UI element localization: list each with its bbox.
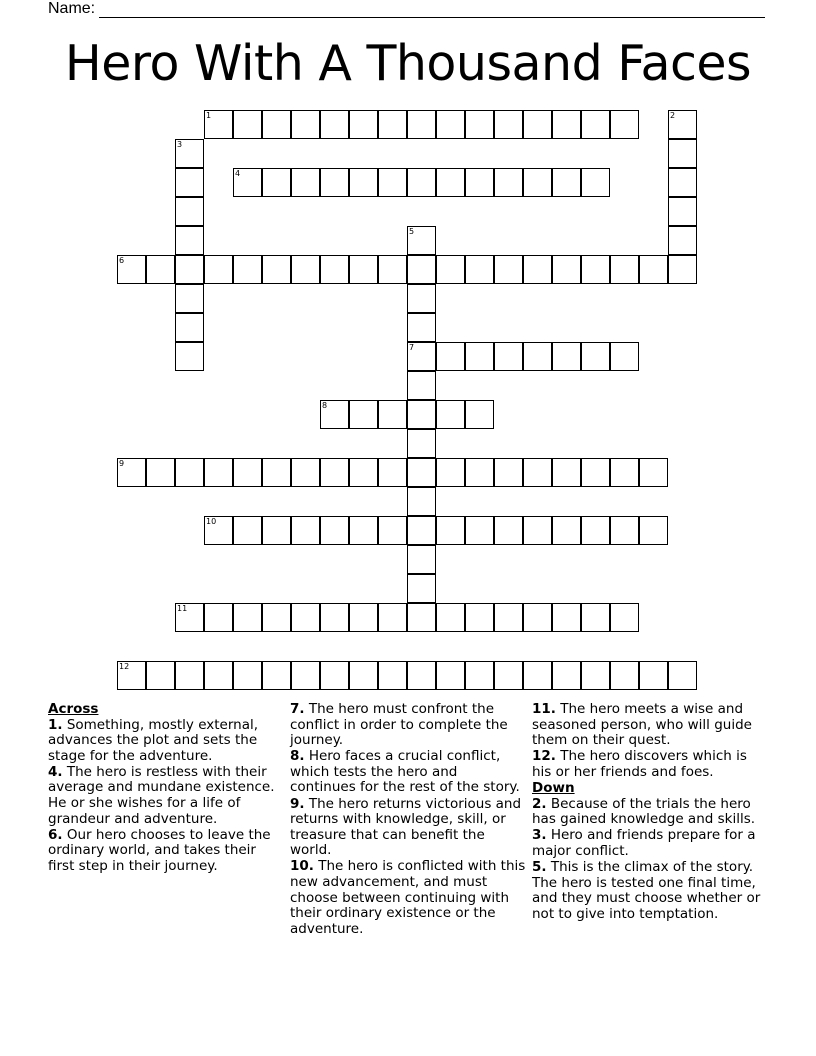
grid-cell[interactable] [407, 487, 436, 516]
across-heading: Across [48, 701, 99, 717]
grid-cell[interactable] [378, 110, 407, 139]
grid-cell[interactable] [407, 661, 436, 690]
grid-cell[interactable] [465, 400, 494, 429]
clue-text: Hero faces a crucial conflict, which tests the hero and continues for the rest of the story. [290, 748, 520, 796]
grid-cell[interactable] [291, 603, 320, 632]
grid-cell[interactable] [523, 661, 552, 690]
grid-cell[interactable] [233, 168, 262, 197]
grid-cell[interactable] [349, 661, 378, 690]
cell-number: 10 [206, 517, 217, 526]
grid-cell[interactable] [610, 661, 639, 690]
clue-text: This is the climax of the story. The hero is tested one final time, and they must choose whether or not to give into temptation. [532, 858, 761, 922]
grid-cell[interactable] [668, 255, 697, 284]
grid-cell[interactable] [668, 661, 697, 690]
grid-cell[interactable] [552, 255, 581, 284]
grid-cell[interactable] [320, 458, 349, 487]
grid-cell[interactable] [204, 458, 233, 487]
clue-across-7 [290, 702, 526, 749]
grid-cell[interactable] [407, 168, 436, 197]
clue-number: 11. [532, 701, 556, 717]
grid-cell[interactable] [668, 168, 697, 197]
grid-cell[interactable] [581, 110, 610, 139]
grid-cell[interactable] [581, 603, 610, 632]
clues-column-3 [532, 702, 766, 923]
grid-cell[interactable] [349, 255, 378, 284]
grid-cell[interactable] [407, 255, 436, 284]
grid-cell[interactable] [668, 139, 697, 168]
clue-across-1 [48, 718, 278, 765]
grid-cell[interactable] [436, 342, 465, 371]
grid-cell[interactable] [407, 400, 436, 429]
grid-cell[interactable] [146, 458, 175, 487]
clue-number: 3. [532, 827, 547, 844]
grid-cell[interactable] [436, 458, 465, 487]
grid-cell[interactable] [291, 110, 320, 139]
grid-cell[interactable] [581, 516, 610, 545]
page-title: Hero With A Thousand Faces [64, 35, 752, 92]
grid-cell[interactable] [610, 110, 639, 139]
grid-cell[interactable] [407, 342, 436, 371]
grid-cell[interactable] [465, 516, 494, 545]
grid-cell[interactable] [407, 110, 436, 139]
grid-cell[interactable] [610, 516, 639, 545]
grid-cell[interactable] [320, 661, 349, 690]
cell-number: 11 [177, 604, 188, 613]
grid-cell[interactable] [436, 661, 465, 690]
cell-number: 3 [177, 140, 183, 149]
grid-cell[interactable] [378, 255, 407, 284]
clue-across-4 [48, 765, 278, 827]
grid-cell[interactable] [494, 458, 523, 487]
grid-cell[interactable] [436, 110, 465, 139]
grid-cell[interactable] [610, 342, 639, 371]
grid-cell[interactable] [291, 661, 320, 690]
grid-cell[interactable] [378, 400, 407, 429]
grid-cell[interactable] [233, 255, 262, 284]
grid-cell[interactable] [465, 342, 494, 371]
name-label: Name: [48, 0, 96, 17]
grid-cell[interactable] [436, 168, 465, 197]
grid-cell[interactable] [639, 458, 668, 487]
grid-cell[interactable] [465, 458, 494, 487]
grid-cell[interactable] [146, 255, 175, 284]
clue-text: The hero is restless with their average and mundane existence. He or she wishes for a life of grandeur and adventure. [48, 763, 275, 827]
grid-cell[interactable] [494, 110, 523, 139]
clue-text: The hero meets a wise and seasoned person, who will guide them on their quest. [532, 701, 752, 749]
grid-cell[interactable] [668, 197, 697, 226]
grid-cell[interactable] [378, 661, 407, 690]
grid-cell[interactable] [175, 255, 204, 284]
grid-cell[interactable] [407, 284, 436, 313]
grid-cell[interactable] [204, 516, 233, 545]
clue-number: 7. [290, 701, 305, 717]
grid-cell[interactable] [523, 603, 552, 632]
grid-cell[interactable] [320, 516, 349, 545]
grid-cell[interactable] [204, 661, 233, 690]
grid-cell[interactable] [407, 226, 436, 255]
grid-cell[interactable] [175, 139, 204, 168]
grid-cell[interactable] [407, 516, 436, 545]
grid-cell[interactable] [523, 110, 552, 139]
grid-cell[interactable] [436, 516, 465, 545]
grid-cell[interactable] [117, 255, 146, 284]
grid-cell[interactable] [291, 516, 320, 545]
clue-across-11 [532, 702, 766, 749]
grid-cell[interactable] [233, 458, 262, 487]
clue-number: 6. [48, 826, 63, 843]
grid-cell[interactable] [523, 342, 552, 371]
grid-cell[interactable] [523, 255, 552, 284]
grid-cell[interactable] [639, 661, 668, 690]
grid-cell[interactable] [175, 458, 204, 487]
grid-cell[interactable] [407, 574, 436, 603]
grid-cell[interactable] [320, 603, 349, 632]
grid-cell[interactable] [465, 168, 494, 197]
grid-cell[interactable] [262, 255, 291, 284]
clues-column-1 [48, 702, 278, 875]
clue-down-2 [532, 797, 766, 828]
clues-column-2 [290, 702, 526, 938]
grid-cell[interactable] [552, 342, 581, 371]
grid-cell[interactable] [552, 458, 581, 487]
grid-cell[interactable] [262, 110, 291, 139]
grid-cell[interactable] [233, 110, 262, 139]
grid-cell[interactable] [349, 516, 378, 545]
grid-cell[interactable] [407, 313, 436, 342]
clue-across-10 [290, 859, 526, 937]
grid-cell[interactable] [233, 661, 262, 690]
grid-cell[interactable] [494, 603, 523, 632]
cell-number: 9 [119, 459, 125, 468]
grid-cell[interactable] [552, 603, 581, 632]
grid-cell[interactable] [175, 168, 204, 197]
grid-cell[interactable] [291, 458, 320, 487]
clue-across-8 [290, 749, 526, 796]
grid-cell[interactable] [146, 661, 175, 690]
clue-number: 2. [532, 795, 547, 812]
grid-cell[interactable] [320, 400, 349, 429]
grid-cell[interactable] [552, 516, 581, 545]
down-heading: Down [532, 779, 575, 796]
grid-cell[interactable] [407, 545, 436, 574]
clue-text: Something, mostly external, advances the plot and sets the stage for the adventure. [48, 716, 259, 764]
clue-down-3 [532, 828, 766, 859]
cell-number: 4 [235, 169, 241, 178]
grid-cell[interactable] [465, 110, 494, 139]
clue-number: 5. [532, 858, 547, 875]
grid-cell[interactable] [436, 255, 465, 284]
grid-cell[interactable] [668, 110, 697, 139]
clue-number: 9. [290, 795, 305, 812]
grid-cell[interactable] [610, 458, 639, 487]
grid-cell[interactable] [494, 661, 523, 690]
grid-cell[interactable] [436, 400, 465, 429]
grid-cell[interactable] [407, 458, 436, 487]
grid-cell[interactable] [639, 255, 668, 284]
grid-cell[interactable] [407, 371, 436, 400]
grid-cell[interactable] [262, 603, 291, 632]
clue-text: Because of the trials the hero has gained knowledge and skills. [532, 795, 756, 828]
clue-number: 1. [48, 716, 63, 733]
grid-cell[interactable] [494, 342, 523, 371]
clue-number: 12. [532, 748, 556, 765]
grid-cell[interactable] [494, 255, 523, 284]
grid-cell[interactable] [552, 168, 581, 197]
cell-number: 6 [119, 256, 125, 265]
grid-cell[interactable] [262, 661, 291, 690]
grid-cell[interactable] [610, 603, 639, 632]
cell-number: 8 [322, 401, 328, 410]
grid-cell[interactable] [407, 429, 436, 458]
clue-number: 10. [290, 858, 314, 875]
grid-cell[interactable] [552, 661, 581, 690]
cell-number: 2 [670, 111, 676, 120]
grid-cell[interactable] [175, 226, 204, 255]
clue-across-12 [532, 749, 766, 780]
grid-cell[interactable] [639, 516, 668, 545]
grid-cell[interactable] [204, 603, 233, 632]
grid-cell[interactable] [262, 458, 291, 487]
grid-cell[interactable] [581, 342, 610, 371]
grid-cell[interactable] [378, 516, 407, 545]
grid-cell[interactable] [378, 603, 407, 632]
grid-cell[interactable] [523, 516, 552, 545]
cell-number: 12 [119, 662, 130, 671]
cell-number: 7 [409, 343, 415, 352]
grid-cell[interactable] [349, 458, 378, 487]
grid-cell[interactable] [436, 603, 465, 632]
grid-cell[interactable] [523, 168, 552, 197]
grid-cell[interactable] [581, 168, 610, 197]
grid-cell[interactable] [494, 516, 523, 545]
grid-cell[interactable] [175, 342, 204, 371]
grid-cell[interactable] [523, 458, 552, 487]
clue-text: The hero discovers which is his or her friends and foes. [532, 748, 747, 780]
grid-cell[interactable] [175, 661, 204, 690]
grid-cell[interactable] [465, 603, 494, 632]
grid-cell[interactable] [175, 197, 204, 226]
grid-cell[interactable] [407, 603, 436, 632]
grid-cell[interactable] [175, 313, 204, 342]
grid-cell[interactable] [610, 255, 639, 284]
grid-cell[interactable] [349, 110, 378, 139]
clue-across-9 [290, 797, 526, 859]
grid-cell[interactable] [552, 110, 581, 139]
clue-text: The hero is conflicted with this new advancement, and must choose between continuing with their ordinary existence or the adventure. [290, 858, 526, 937]
grid-cell[interactable] [320, 255, 349, 284]
grid-cell[interactable] [378, 458, 407, 487]
grid-cell[interactable] [117, 458, 146, 487]
grid-cell[interactable] [378, 168, 407, 197]
grid-cell[interactable] [233, 603, 262, 632]
grid-cell[interactable] [175, 284, 204, 313]
grid-cell[interactable] [262, 168, 291, 197]
clue-down-5 [532, 860, 766, 922]
grid-cell[interactable] [581, 661, 610, 690]
grid-cell[interactable] [581, 255, 610, 284]
cell-number: 5 [409, 227, 415, 236]
grid-cell[interactable] [233, 516, 262, 545]
grid-cell[interactable] [320, 110, 349, 139]
grid-cell[interactable] [581, 458, 610, 487]
grid-cell[interactable] [349, 603, 378, 632]
grid-cell[interactable] [349, 168, 378, 197]
clue-across-6 [48, 828, 278, 875]
grid-cell[interactable] [291, 255, 320, 284]
clue-text: Hero and friends prepare for a major conflict. [532, 827, 756, 859]
grid-cell[interactable] [117, 661, 146, 690]
clue-number: 8. [290, 748, 305, 765]
clue-text: Our hero chooses to leave the ordinary world, and takes their first step in their journey. [48, 826, 271, 874]
clue-text: The hero returns victorious and returns with knowledge, skill, or treasure that can benefit the world. [290, 795, 522, 859]
grid-cell[interactable] [668, 226, 697, 255]
grid-cell[interactable] [494, 168, 523, 197]
grid-cell[interactable] [204, 110, 233, 139]
cell-number: 1 [206, 111, 212, 120]
grid-cell[interactable] [320, 168, 349, 197]
grid-cell[interactable] [465, 255, 494, 284]
grid-cell[interactable] [204, 255, 233, 284]
grid-cell[interactable] [262, 516, 291, 545]
grid-cell[interactable] [465, 661, 494, 690]
grid-cell[interactable] [291, 168, 320, 197]
grid-cell[interactable] [175, 603, 204, 632]
grid-cell[interactable] [349, 400, 378, 429]
clue-number: 4. [48, 763, 63, 780]
clue-text: The hero must confront the conflict in order to complete the journey. [290, 701, 508, 749]
